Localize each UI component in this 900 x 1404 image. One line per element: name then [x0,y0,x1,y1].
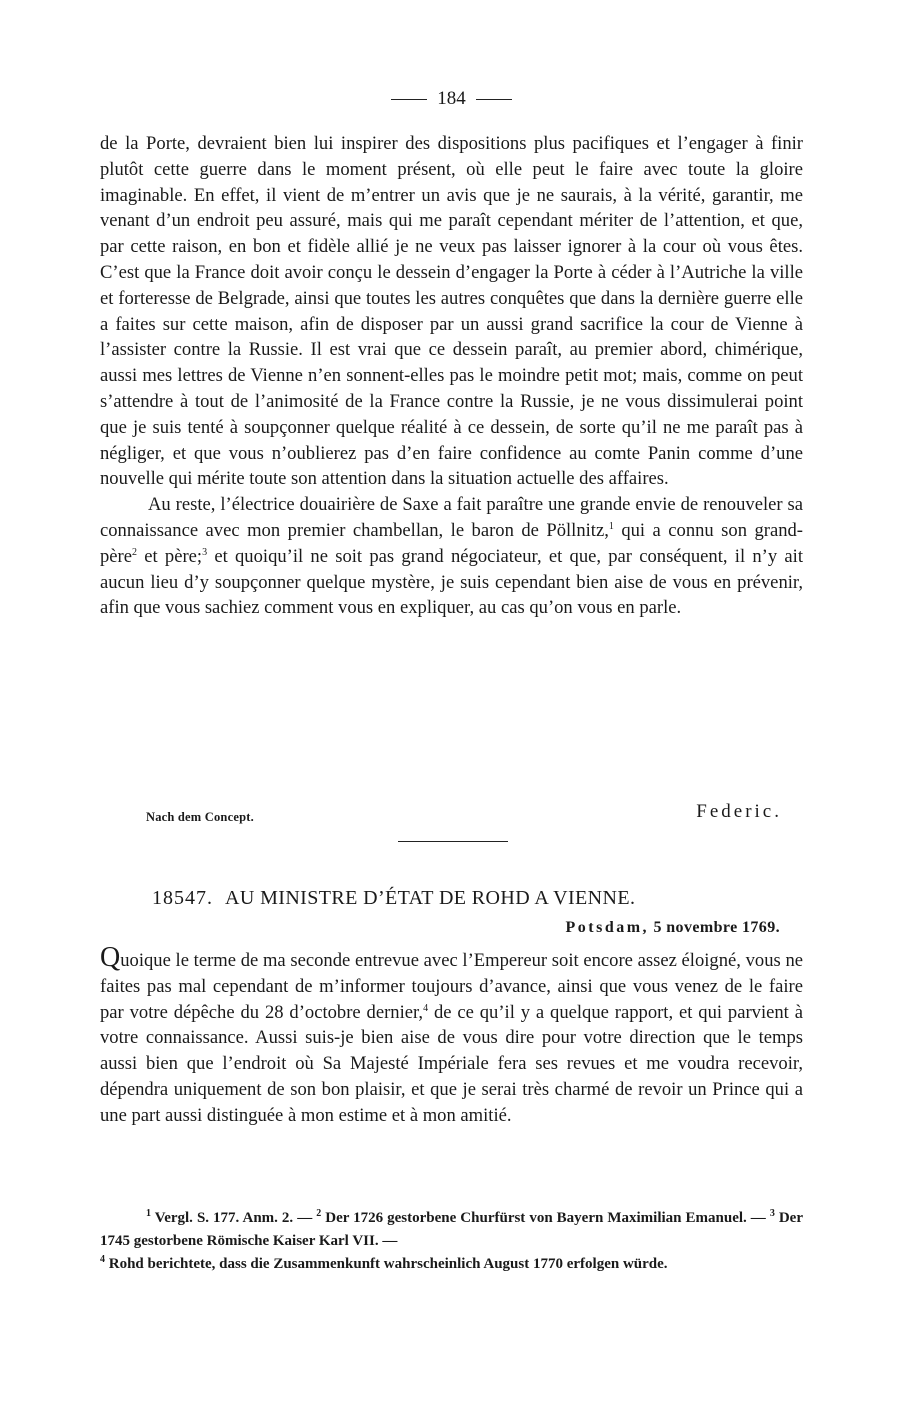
footnote-2: Der 1726 gestorbene Churfürst von Bayern Maximilian Emanuel. — [321,1210,770,1226]
footnote-marker-4: 4 [100,1254,105,1265]
document-heading [152,887,792,910]
page-header [100,86,803,112]
source-note: Nach dem Concept. [146,810,254,824]
footnote-marker-2: 2 [316,1208,322,1219]
document-title: AU MINISTRE D’ÉTAT DE ROHD A VIENNE. [225,887,636,909]
section-divider [398,841,508,842]
footnote-1: Vergl. S. 177. Anm. 2. — [151,1210,317,1226]
date: 5 novembre 1769. [653,919,780,936]
document-number: 18547. [152,887,213,909]
body-paragraph-2: Au reste, l’électrice douairière de Saxe a fait paraître une grande envie de renouveler sa connaissance avec mon premier chambellan, le baron de Pöllnitz,$^1$ qui a connu son grand-père$^2$ et père;$^3$ et quoiqu’il ne soit pas grand négociateur, et que, par conséquent, il n’y ait aucun lieu d’y soupçonner quelque mystère, je suis cependant bien aise de vous en prévenir, afin que vous sachiez comment vous en expliquer, au cas qu’on vous en parle. [100,494,803,619]
footnote-ref-3: 3 [202,546,208,558]
letter-continuation [100,131,803,621]
footnote-block [100,1207,803,1276]
header-dash-left [391,99,427,100]
footnote-ref-2: 2 [132,546,137,558]
footnotes [100,1207,803,1276]
place-date [565,919,780,937]
footnote-4: Rohd berichtete, dass die Zusammenkunft wahrscheinlich August 1770 erfolgen würde. [105,1256,668,1272]
body-paragraph-1: de la Porte, devraient bien lui inspirer des dispositions plus pacifiques et l’engager à finir plutôt cette guerre dans le moment présent, où elle peut le faire avec toute la gloire imaginable. En effet, il vient de m’entrer un avis que je ne saurais, à la vérité, garantir, me venant d’un endroit peu assuré, mais qui me paraît cependant mériter de l’attention, et que, par cette raison, en bon et fidèle allié je ne veux pas laisser ignorer à la cour où vous êtes. C’est que la France doit avoir conçu le dessein d’engager la Porte à céder à l’Autriche la ville et forteresse de Belgrade, ainsi que toutes les autres conquêtes que dans la dernière guerre elle a faites sur cette maison, afin de disposer par un aussi grand sacrifice la cour de Vienne à l’assister contre la Russie. Il est vrai que ce dessein paraît, au premier abord, chimérique, aussi mes lettres de Vienne n’en sonnent-elles pas le moindre petit mot; mais, comme on peut s’attendre à tout de l’animosité de la France contre la Russie, je ne vous dissimulerai point que je suis tenté à soupçonner quelque réalité à ce dessein, de sorte qu’il ne me paraît pas à négliger, et que vous n’oublierez pas d’en faire confidence au comte Panin comme d’une nouvelle qui mérite toute son attention dans la situation actuelle des affaires. [100,133,803,490]
footnote-marker-1: 1 [146,1208,151,1219]
letter-body: Quoique le terme de ma seconde entrevue avec l’Empereur soit encore assez éloigné, vous ne faites pas mal cependant de m’informer toujours d’avance, ainsi que vous venez de le faire par votre dépêche du 28 d’octobre dernier,$^4$ de ce qu’il y a quelque rapport, et qui parvient à votre connaissance. Aussi suis-je bien aise de vous dire pour votre direction que le temps aussi bien que l’endroit où Sa Majesté Impériale fera ses revues et me voudra recevoir, dépendra uniquement de son bon plaisir, et que je serai très charmé de revoir un Prince qui a une part aussi distinguée à mon estime et à mon amitié. [100,942,803,1126]
place: Potsdam, [565,919,650,936]
footnote-marker-3: 3 [769,1208,775,1219]
signature: Federic. [696,801,782,822]
footnote-ref-4: 4 [423,1002,429,1014]
drop-cap: Q [100,942,121,973]
footnote-3: Der 1745 gestorbene Römische Kaiser Karl VII. — [100,1210,803,1249]
footnote-ref-1: 1 [608,520,614,532]
header-dash-right [476,99,512,100]
page-number: 184 [437,88,466,109]
